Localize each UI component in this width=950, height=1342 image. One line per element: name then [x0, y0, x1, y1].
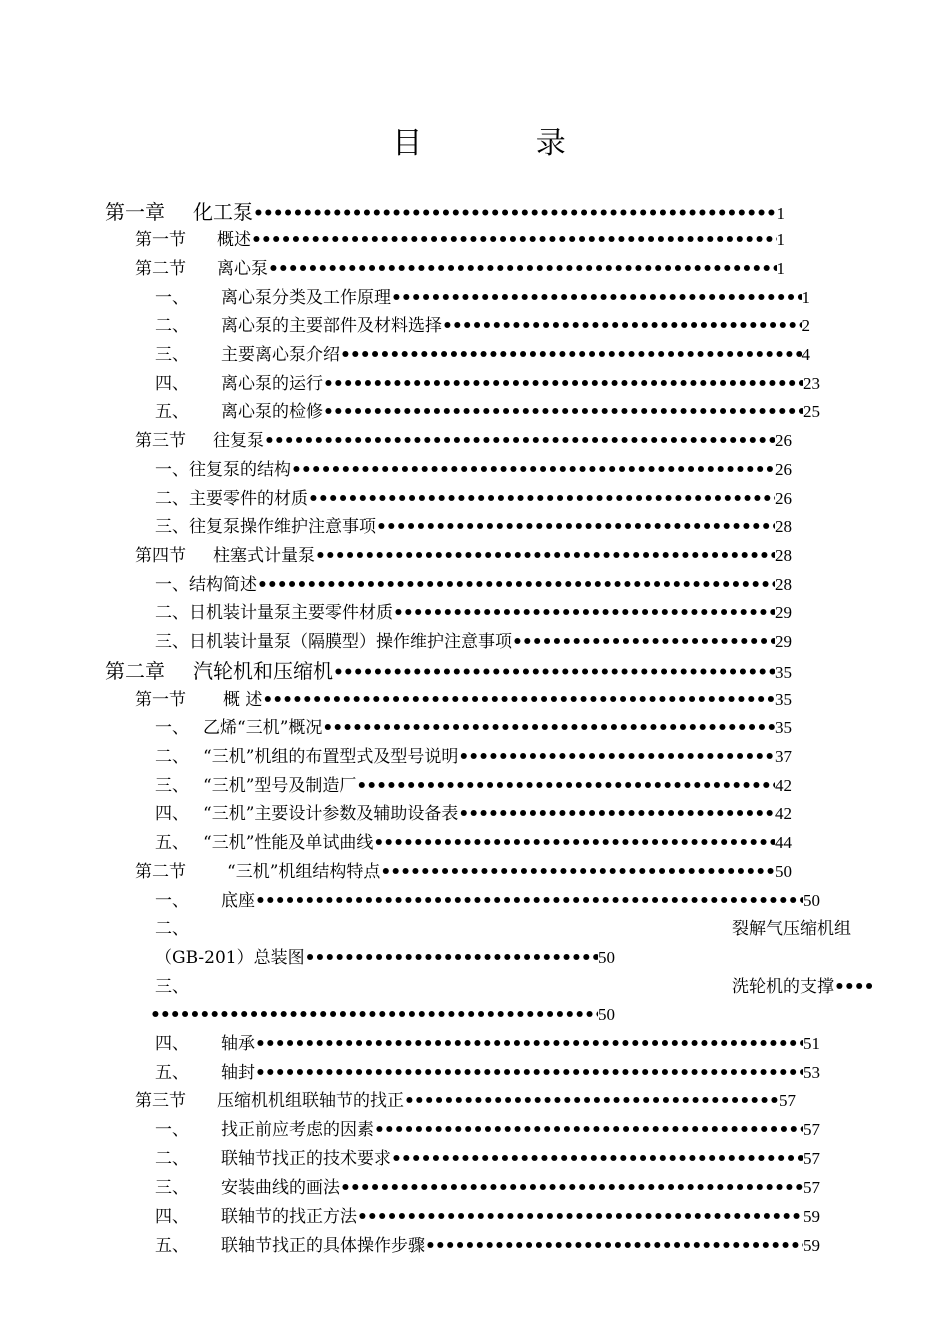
toc-leader [442, 314, 802, 338]
toc-text: 轴承 [221, 1034, 255, 1054]
toc-chapter-1[interactable] [105, 200, 785, 224]
toc-entry[interactable] [155, 889, 820, 913]
toc-label: 一、 [155, 288, 189, 308]
toc-text: 三、日机装计量泵（隔膜型）操作维护注意事项 [155, 632, 512, 652]
toc-label: 四、 [155, 374, 189, 394]
toc-entry[interactable] [155, 1061, 820, 1085]
toc-label: 二、 [155, 1149, 189, 1169]
toc-leader [308, 487, 775, 511]
toc-entry[interactable] [155, 286, 810, 310]
toc-text: 离心泵的检修 [221, 402, 323, 422]
toc-label: 一、 [155, 1120, 189, 1140]
toc-leader [458, 802, 775, 826]
toc-leader [404, 1089, 779, 1113]
toc-leader [458, 745, 775, 769]
toc-page: 50 [775, 862, 792, 881]
toc-text: 往复泵 [213, 431, 264, 451]
toc-entry[interactable] [155, 343, 810, 367]
toc-page: 35 [775, 663, 792, 682]
toc-leader [323, 400, 803, 424]
toc-leader [340, 1176, 803, 1200]
toc-label: 第一节 [135, 690, 186, 710]
toc-leader [322, 716, 775, 740]
toc-label: 一、 [155, 718, 189, 738]
toc-page: 29 [775, 632, 792, 651]
toc-leader [150, 1003, 598, 1027]
toc-page: 50 [598, 1005, 615, 1024]
toc-entry[interactable] [155, 774, 792, 798]
toc-entry[interactable] [155, 716, 792, 740]
toc-label: 第四节 [135, 546, 186, 566]
toc-page: 50 [803, 891, 820, 910]
toc-entry[interactable] [135, 1089, 796, 1113]
toc-leader [291, 458, 775, 482]
toc-text: 离心泵的主要部件及材料选择 [221, 316, 442, 336]
toc-label: 四、 [155, 804, 189, 824]
toc-leader [391, 1147, 803, 1171]
toc-text: “三机”型号及制造厂 [203, 776, 357, 796]
toc-entry[interactable] [155, 946, 615, 970]
toc-chapter-2[interactable] [105, 659, 792, 683]
toc-text: 联轴节找正的技术要求 [221, 1149, 391, 1169]
toc-page: 50 [598, 948, 615, 967]
toc-leader [257, 573, 775, 597]
toc-label: 第一节 [135, 230, 186, 250]
toc-text: “三机”机组的布置型式及型号说明 [203, 747, 459, 767]
toc-entry[interactable] [155, 1147, 820, 1171]
toc-leader [834, 975, 872, 999]
toc-label: 二、 [155, 316, 189, 336]
toc-page: 25 [803, 402, 820, 421]
toc-entry[interactable] [155, 831, 792, 855]
toc-text: 离心泵的运行 [221, 374, 323, 394]
toc-text: 概述 [217, 230, 251, 250]
toc-label: 第三节 [135, 431, 186, 451]
toc-text: “三机”主要设计参数及辅助设备表 [203, 804, 459, 824]
toc-entry[interactable] [135, 257, 785, 281]
toc-entry[interactable] [155, 601, 792, 625]
toc-page: 2 [801, 316, 810, 335]
toc-label: 四、 [155, 1207, 189, 1227]
toc-text: 二、主要零件的材质 [155, 489, 308, 509]
toc-label: 第二节 [135, 862, 186, 882]
toc-page: 57 [803, 1149, 820, 1168]
toc-entry[interactable] [155, 314, 810, 338]
toc-entry[interactable] [155, 802, 792, 826]
toc-page: 44 [775, 833, 792, 852]
toc-leader [323, 372, 803, 396]
toc-text: 洗轮机的支撑 [732, 977, 834, 997]
toc-text: 联轴节的找正方法 [221, 1207, 357, 1227]
toc-label: 四、 [155, 1034, 189, 1054]
toc-text: 三、往复泵操作维护注意事项 [155, 517, 376, 537]
toc-entry[interactable] [155, 1032, 820, 1056]
toc-entry[interactable] [150, 1003, 615, 1027]
toc-text: 安装曲线的画法 [221, 1178, 340, 1198]
toc-entry[interactable] [155, 1205, 820, 1229]
toc-page: 59 [803, 1207, 820, 1226]
toc-text: 底座 [221, 891, 255, 911]
toc-page: 51 [803, 1034, 820, 1053]
toc-leader [251, 228, 777, 252]
toc-leader [391, 286, 802, 310]
toc-entry[interactable] [155, 458, 792, 482]
toc-text: 一、往复泵的结构 [155, 460, 291, 480]
toc-text: 裂解气压缩机组 [732, 919, 851, 939]
toc-leader [357, 1205, 803, 1229]
toc-text: 轴封 [221, 1063, 255, 1083]
toc-leader [380, 860, 775, 884]
toc-label: 第二章 [105, 659, 165, 683]
toc-leader [268, 257, 777, 281]
toc-page: 23 [803, 374, 820, 393]
toc-text: “三机”性能及单试曲线 [203, 833, 374, 853]
toc-entry[interactable] [135, 688, 792, 712]
toc-entry[interactable] [155, 745, 792, 769]
toc-page: 42 [775, 804, 792, 823]
toc-text: 压缩机机组联轴节的找正 [217, 1091, 404, 1111]
toc-label: 二、 [155, 919, 189, 939]
toc-text: 乙烯“三机”概况 [203, 718, 323, 738]
toc-page: 26 [775, 431, 792, 450]
toc-text: 离心泵 [217, 259, 268, 279]
toc-text: 柱塞式计量泵 [213, 546, 315, 566]
toc-label: 第三节 [135, 1091, 186, 1111]
toc-page: 35 [775, 718, 792, 737]
toc-page: 29 [775, 603, 792, 622]
toc-label: 第二节 [135, 259, 186, 279]
toc-leader [253, 202, 777, 224]
toc-label: 二、 [155, 747, 189, 767]
toc-text: 找正前应考虑的因素 [221, 1120, 374, 1140]
toc-text: 化工泵 [193, 200, 253, 224]
toc-page: 28 [775, 517, 792, 536]
toc-entry[interactable] [135, 544, 792, 568]
toc-page: 37 [775, 747, 792, 766]
toc-text: 主要离心泵介绍 [221, 345, 340, 365]
toc-page: 57 [779, 1091, 796, 1110]
toc-leader [340, 343, 802, 367]
toc-page: 1 [776, 204, 785, 223]
toc-entry[interactable] [135, 429, 792, 453]
toc-text: （GB-201）总装图 [155, 948, 305, 968]
toc-label: 五、 [155, 402, 189, 422]
toc-leader [315, 544, 775, 568]
toc-text: 汽轮机和压缩机 [193, 659, 333, 683]
toc-leader [255, 1032, 803, 1056]
toc-entry[interactable] [155, 515, 792, 539]
toc-page: 26 [775, 460, 792, 479]
toc-entry[interactable] [155, 400, 820, 424]
toc-label: 三、 [155, 345, 189, 365]
toc-leader [425, 1234, 803, 1258]
toc-page: 35 [775, 690, 792, 709]
toc-label: 三、 [155, 977, 189, 997]
toc-text: 二、日机装计量泵主要零件材质 [155, 603, 393, 623]
toc-page: 1 [801, 288, 810, 307]
toc-label: 五、 [155, 1063, 189, 1083]
page-title: 目 录 [392, 126, 618, 161]
toc-leader [393, 601, 775, 625]
toc-text: 一、结构简述 [155, 575, 257, 595]
toc-entry[interactable] [155, 1118, 820, 1142]
toc-page: 26 [775, 489, 792, 508]
toc-label: 三、 [155, 776, 189, 796]
toc-text: 离心泵分类及工作原理 [221, 288, 391, 308]
toc-entry[interactable] [155, 573, 792, 597]
toc-leader [255, 889, 803, 913]
toc-page: 57 [803, 1178, 820, 1197]
toc-leader [264, 429, 775, 453]
toc-entry[interactable] [135, 228, 785, 252]
toc-leader [356, 774, 775, 798]
toc-label: 五、 [155, 833, 189, 853]
toc-leader [255, 1061, 803, 1085]
toc-text: 概 述 [223, 690, 263, 710]
toc-label: 一、 [155, 891, 189, 911]
toc-page: 53 [803, 1063, 820, 1082]
toc-text: 联轴节找正的具体操作步骤 [221, 1236, 425, 1256]
toc-label: 第一章 [105, 200, 165, 224]
toc-entry[interactable] [732, 975, 872, 999]
toc-page: 42 [775, 776, 792, 795]
toc-page: 28 [775, 575, 792, 594]
toc-page: 28 [775, 546, 792, 565]
toc-page: 1 [776, 259, 785, 278]
toc-leader [333, 661, 775, 683]
toc-label: 三、 [155, 1178, 189, 1198]
toc-page: 57 [803, 1120, 820, 1139]
toc-label: 五、 [155, 1236, 189, 1256]
toc-leader [512, 630, 775, 654]
toc-text: “三机”机组结构特点 [227, 862, 381, 882]
toc-entry[interactable] [155, 630, 792, 654]
toc-entry[interactable] [155, 372, 820, 396]
toc-entry[interactable] [155, 487, 792, 511]
toc-entry[interactable] [135, 860, 792, 884]
toc-leader [262, 688, 775, 712]
toc-page: 59 [803, 1236, 820, 1255]
toc-leader [373, 831, 775, 855]
toc-leader [305, 946, 598, 970]
toc-leader [374, 1118, 803, 1142]
toc-page: 4 [801, 345, 810, 364]
toc-leader [376, 515, 775, 539]
toc-entry[interactable] [155, 1176, 820, 1200]
toc-page: 1 [776, 230, 785, 249]
toc-entry[interactable] [155, 1234, 820, 1258]
